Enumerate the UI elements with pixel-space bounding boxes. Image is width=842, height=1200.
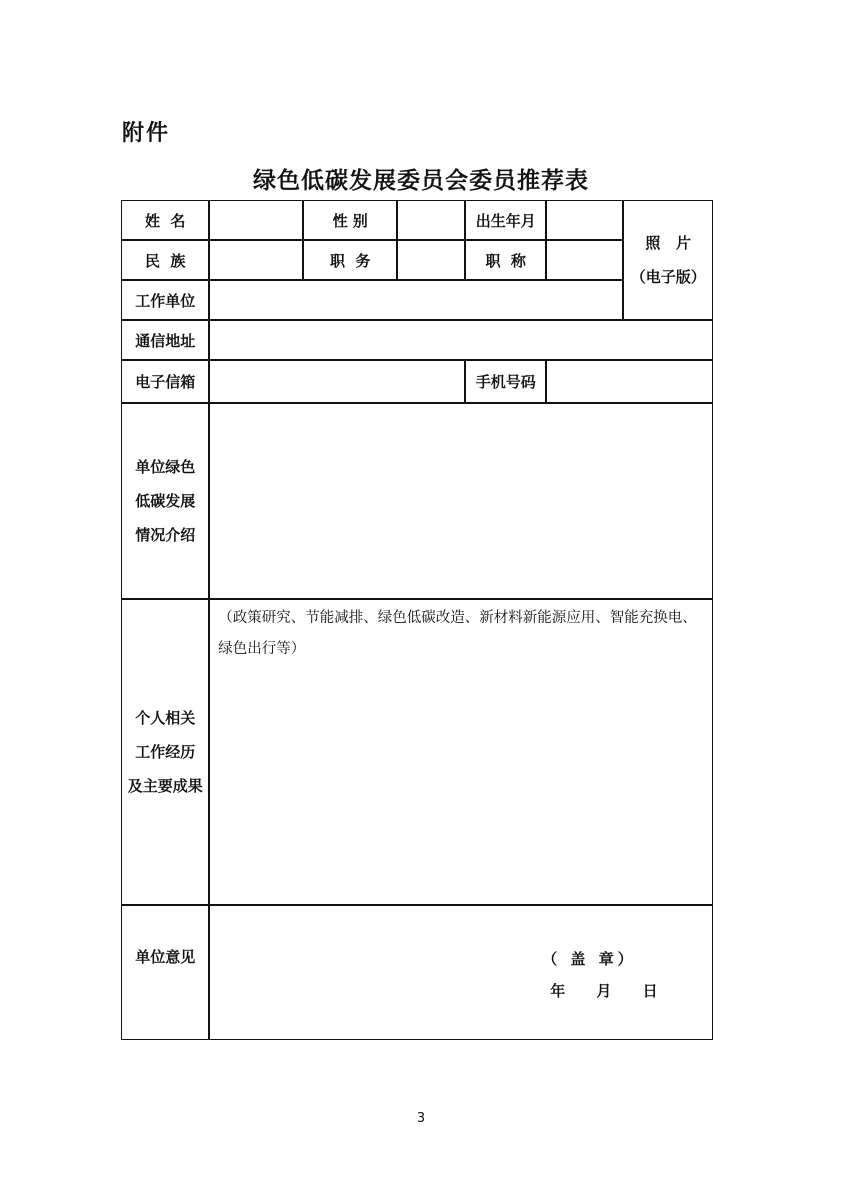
gender-label: 性 别	[332, 211, 368, 230]
email-label-cell	[121, 360, 209, 403]
position-label: 职 务	[329, 251, 371, 270]
professional-title-label: 职 称	[485, 251, 526, 270]
phone-input-cell[interactable]	[546, 360, 713, 403]
attachment-label: 附件	[122, 121, 171, 146]
ethnicity-label-cell	[121, 240, 209, 280]
experience-label-line-2: 工作经历	[135, 743, 196, 762]
photo-format-note: （电子版）	[630, 268, 706, 287]
experience-input-area[interactable]	[209, 599, 713, 905]
name-input-cell[interactable]	[209, 200, 303, 240]
experience-hint: （政策研究、节能减排、绿色低碳改造、新材料新能源应用、智能充换电、绿色出行等）	[218, 610, 697, 658]
page-number: 3	[416, 1111, 426, 1126]
intro-label-line-3: 情况介绍	[135, 526, 196, 545]
gender-input-cell[interactable]	[397, 200, 465, 240]
employer-label: 工作单位	[135, 291, 196, 310]
ethnicity-input-cell[interactable]	[209, 240, 303, 280]
birth-input-cell[interactable]	[546, 200, 623, 240]
opinion-label-cell	[121, 905, 209, 1040]
intro-label-cell	[121, 403, 209, 599]
ethnicity-label: 民 族	[144, 251, 186, 270]
experience-label-line-1: 个人相关	[135, 709, 196, 728]
position-input-cell[interactable]	[397, 240, 465, 280]
experience-label-line-3: 及主要成果	[127, 777, 203, 796]
email-label: 电子信箱	[135, 373, 196, 392]
professional-title-input-cell[interactable]	[546, 240, 623, 280]
name-label: 姓 名	[144, 211, 186, 230]
form-title: 绿色低碳发展委员会委员推荐表	[253, 168, 589, 194]
employer-input-cell[interactable]	[209, 280, 623, 320]
date-text: 年 月 日	[550, 982, 658, 1001]
experience-label-cell	[121, 599, 209, 905]
intro-label-line-2: 低碳发展	[135, 492, 196, 511]
birth-label: 出生年月	[475, 211, 536, 230]
phone-label-cell	[465, 360, 546, 403]
intro-input-area[interactable]	[209, 403, 713, 599]
gender-label-cell	[303, 200, 397, 240]
photo-label: 照 片	[645, 234, 692, 253]
photo-cell[interactable]	[623, 200, 713, 320]
address-input-cell[interactable]	[209, 320, 713, 360]
opinion-input-area[interactable]	[209, 905, 713, 1040]
address-label: 通信地址	[135, 331, 196, 350]
title-label-cell	[465, 240, 546, 280]
birth-label-cell	[465, 200, 546, 240]
employer-label-cell	[121, 280, 209, 320]
opinion-label: 单位意见	[135, 948, 196, 967]
seal-text: （ 盖 章）	[542, 950, 637, 969]
email-input-cell[interactable]	[209, 360, 465, 403]
address-label-cell	[121, 320, 209, 360]
phone-label: 手机号码	[475, 373, 536, 392]
intro-label-line-1: 单位绿色	[135, 458, 196, 477]
name-label-cell	[121, 200, 209, 240]
position-label-cell	[303, 240, 397, 280]
